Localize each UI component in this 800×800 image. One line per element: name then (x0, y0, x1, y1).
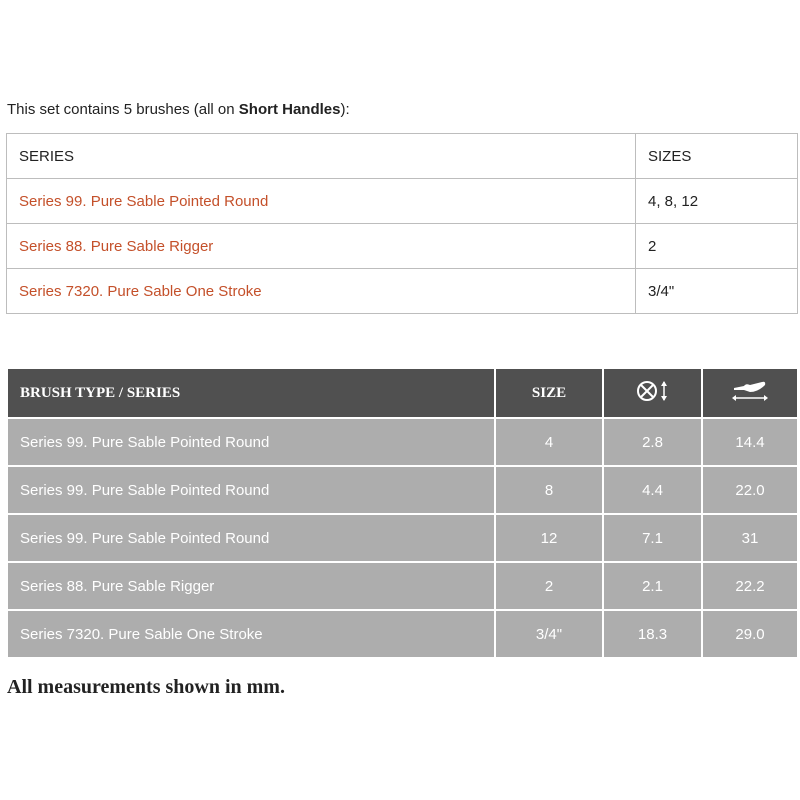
table-row (8, 515, 797, 563)
intro-bold: Short Handles (238, 101, 341, 118)
brush-set-table (6, 133, 798, 314)
sizes-cell: 2 (636, 224, 798, 269)
brush-type-header: BRUSH TYPE / SERIES (8, 369, 496, 419)
diameter-length-icon (636, 379, 670, 408)
table-row (7, 269, 798, 314)
table-row (8, 419, 797, 467)
series-link[interactable]: Series 88. Pure Sable Rigger (7, 224, 636, 269)
series-header: SERIES (7, 134, 636, 179)
table-row (8, 467, 797, 515)
length-cell: 22.2 (703, 563, 797, 611)
size-cell: 12 (496, 515, 604, 563)
series-cell: Series 88. Pure Sable Rigger (8, 563, 496, 611)
series-cell: Series 99. Pure Sable Pointed Round (8, 515, 496, 563)
diameter-cell: 7.1 (604, 515, 703, 563)
size-cell: 4 (496, 419, 604, 467)
size-header: SIZE (496, 369, 604, 419)
sizes-cell: 3/4" (636, 269, 798, 314)
length-cell: 29.0 (703, 611, 797, 659)
length-cell: 22.0 (703, 467, 797, 515)
series-link[interactable]: Series 99. Pure Sable Pointed Round (7, 179, 636, 224)
sizes-header: SIZES (636, 134, 798, 179)
table-row (8, 611, 797, 659)
intro-prefix: This set contains 5 brushes (all on (7, 101, 239, 118)
diameter-cell: 2.8 (604, 419, 703, 467)
size-cell: 2 (496, 563, 604, 611)
table-row (8, 563, 797, 611)
diameter-header (604, 369, 703, 419)
diameter-cell: 4.4 (604, 467, 703, 515)
brush-hair-length-icon (732, 379, 768, 408)
series-cell: Series 99. Pure Sable Pointed Round (8, 467, 496, 515)
table-header-row (7, 134, 798, 179)
series-cell: Series 7320. Pure Sable One Stroke (8, 611, 496, 659)
size-cell: 3/4" (496, 611, 604, 659)
length-cell: 31 (703, 515, 797, 563)
table-row (7, 224, 798, 269)
length-cell: 14.4 (703, 419, 797, 467)
table-row (7, 179, 798, 224)
measurements-table (8, 369, 797, 659)
diameter-cell: 2.1 (604, 563, 703, 611)
diameter-cell: 18.3 (604, 611, 703, 659)
length-header (703, 369, 797, 419)
series-link[interactable]: Series 7320. Pure Sable One Stroke (7, 269, 636, 314)
measurement-note: All measurements shown in mm. (7, 676, 285, 698)
intro-text (7, 101, 350, 118)
sizes-cell: 4, 8, 12 (636, 179, 798, 224)
intro-suffix: ): (340, 101, 350, 118)
table-header-row (8, 369, 797, 419)
size-cell: 8 (496, 467, 604, 515)
series-cell: Series 99. Pure Sable Pointed Round (8, 419, 496, 467)
